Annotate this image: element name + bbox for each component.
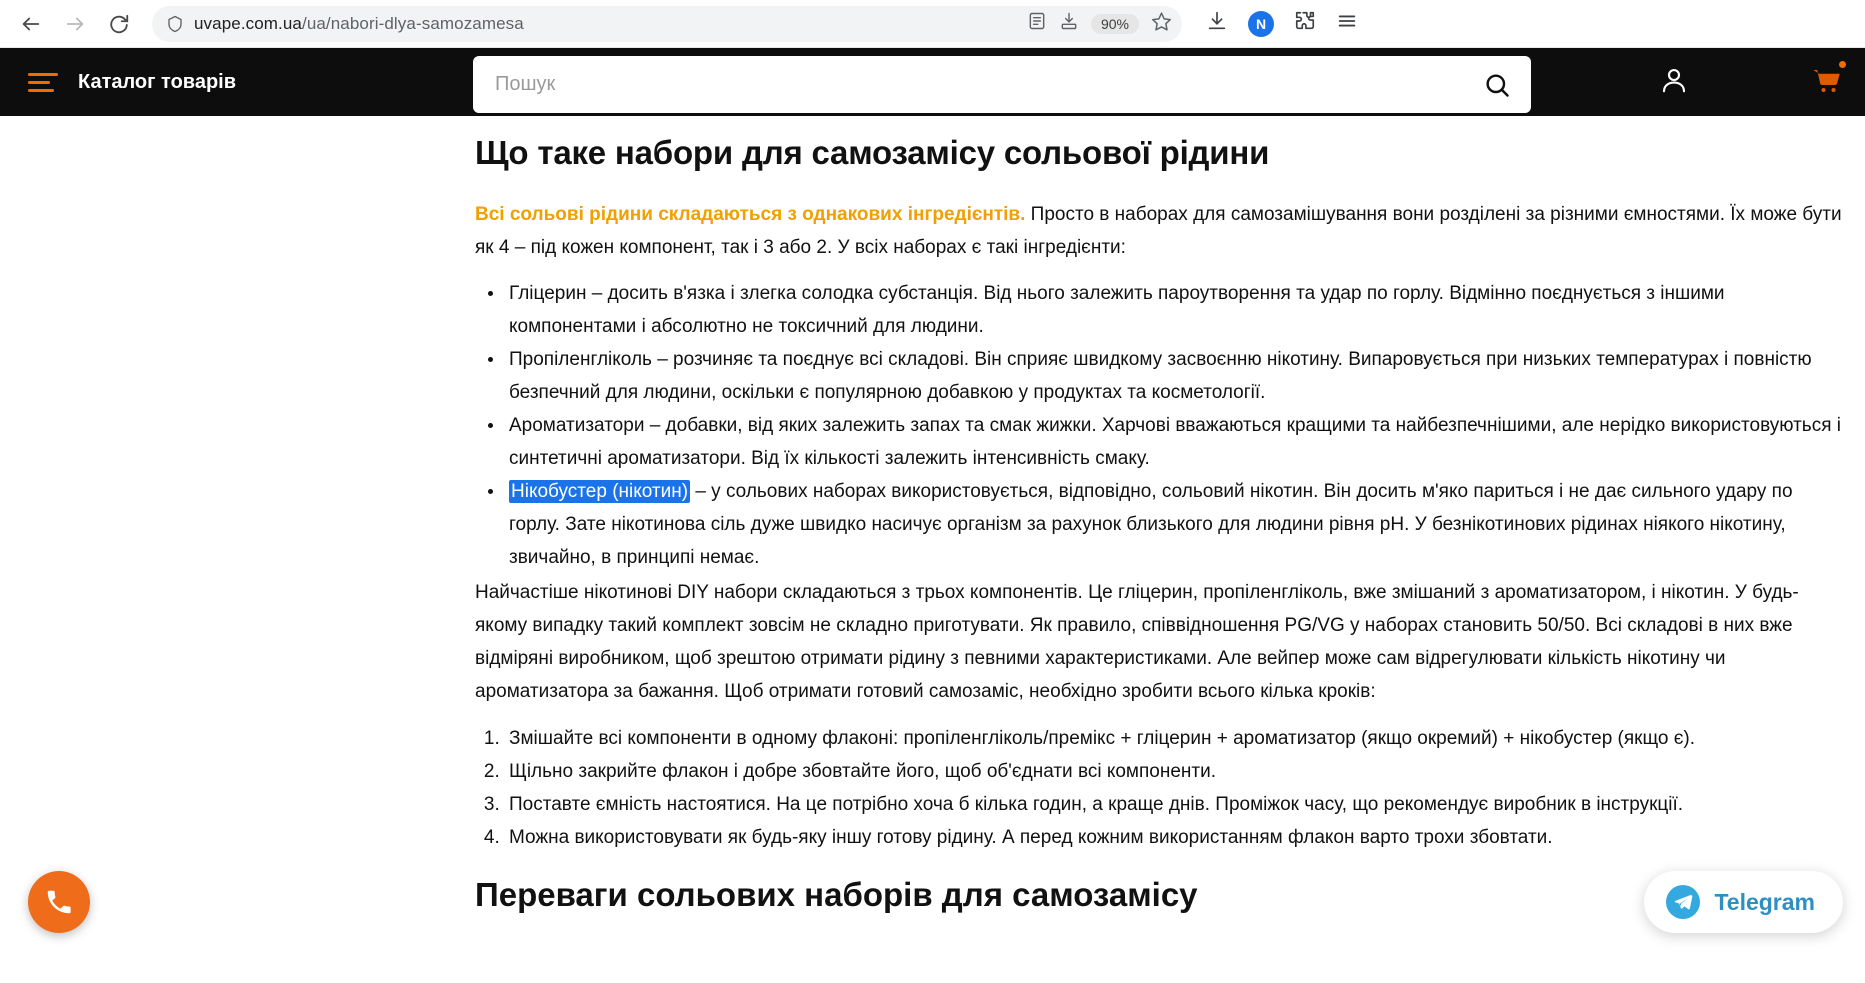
reload-button[interactable] [102, 7, 136, 41]
list-item-nicotine-rest: – у сольових наборах використовується, відповідно, сольовий нікотин. Він досить м'яко париться і не дає сильного удару по горлу. Зате нікотинова сіль дуже швидко насичує організм за рахунок близького для людини рівня pH. У безнікотинових рідинах ніякого нікотину, звичайно, в принципі немає. [509, 481, 1793, 568]
burger-line [28, 81, 50, 84]
phone-icon [44, 887, 74, 917]
list-item: 3. Поставте ємність настоятися. На це потрібно хоча б кілька годин, а краще днів. Проміжок часу, що рекомендує виробник в інструкції. [505, 788, 1845, 821]
telegram-label: Telegram [1714, 888, 1815, 915]
list-item: • Гліцерин – досить в'язка і злегка солодка субстанція. Від нього залежить пароутворення та удар по горлу. Відмінно поєднується з іншими компонентами і абсолютно не токсичний для людини. [505, 277, 1845, 343]
search-box[interactable] [473, 56, 1531, 113]
list-item: 2. Щільно закрийте флакон і добре збовтайте його, щоб об'єднати всі компоненти. [505, 755, 1845, 788]
header-actions [1659, 65, 1843, 100]
burger-line [28, 89, 54, 92]
article-content [475, 116, 1845, 914]
reload-icon [108, 13, 130, 35]
back-arrow-icon [20, 13, 42, 35]
search-icon[interactable] [1483, 71, 1511, 99]
text-selection-highlight: Нікобустер (нікотин) [511, 481, 689, 502]
browser-menu-icon[interactable] [1336, 10, 1358, 37]
page-body [0, 116, 1865, 983]
list-item: • Пропіленгліколь – розчиняє та поєднує всі складові. Він сприяє швидкому засвоєнню нікотину. Випаровується при низьких температурах і повністю безпечний для людини, оскільки є популярною добавкою у продуктах та косметології. [505, 343, 1845, 409]
lead-highlight: Всі сольові рідини складаються з однакових інгредієнтів. [475, 204, 1026, 225]
section-subtitle: Переваги сольових наборів для самозамісу [475, 876, 1198, 913]
profile-avatar[interactable]: N [1248, 11, 1274, 37]
body-paragraph: Найчастіше нікотинові DIY набори складаються з трьох компонентів. Це гліцерин, пропіленгліколь, вже змішаний з ароматизатором, і нікотин. У будь-якому випадку такий комплект зовсім не складно приготувати. Як правило, співвідношення PG/VG у наборах становить 50/50. Всі складові в них вже відміряні виробником, щоб зрештою отримати рідину з певними характеристиками. Але вейпер може сам відрегулювати кількість нікотину чи ароматизатора за бажання. Щоб отримати готовий самозаміс, необхідно зробити всього кілька кроків: [475, 582, 1799, 702]
steps-list [475, 722, 1845, 854]
shopping-cart-icon[interactable] [1809, 65, 1843, 100]
browser-right-actions [1200, 10, 1358, 37]
list-item: 4. Можна використовувати як будь-яку іншу готову рідину. А перед кожним використанням флакон варто трохи збовтати. [505, 821, 1845, 854]
url-text [194, 14, 1027, 34]
telegram-widget-button[interactable] [1644, 871, 1843, 933]
lead-rest: Просто в наборах для самозамішування вони розділені за різними ємностями. Їх може бути як 4 – під кожен компонент, так і 3 або 2. У всіх наборах є такі інгредієнти: [475, 204, 1842, 258]
url-host: uvape.com.ua [194, 13, 302, 33]
star-icon[interactable] [1151, 11, 1172, 37]
search-input[interactable] [493, 72, 1483, 97]
forward-button[interactable] [58, 7, 92, 41]
catalog-label[interactable]: Каталог товарів [78, 70, 237, 93]
catalog-menu-button[interactable] [28, 73, 58, 92]
ingredients-list [475, 277, 1845, 574]
cart-badge-dot [1839, 61, 1846, 68]
install-app-icon[interactable] [1059, 11, 1079, 36]
burger-line [28, 73, 58, 76]
forward-arrow-icon [64, 13, 86, 35]
telegram-icon [1666, 885, 1700, 919]
url-path: /ua/nabori-dlya-samozamesa [302, 13, 524, 33]
lead-paragraph [475, 198, 1845, 264]
extensions-icon[interactable] [1294, 10, 1316, 37]
phone-callback-button[interactable] [28, 871, 90, 933]
downloads-icon[interactable] [1206, 10, 1228, 37]
back-button[interactable] [14, 7, 48, 41]
page-title: Що таке набори для самозамісу сольової рідини [475, 134, 1270, 171]
browser-toolbar [0, 0, 1865, 48]
site-header [0, 48, 1865, 116]
zoom-level-badge[interactable]: 90% [1091, 14, 1139, 34]
address-bar[interactable] [152, 6, 1182, 42]
list-item: 1. Змішайте всі компоненти в одному флаконі: пропіленгліколь/премікс + гліцерин + ароматизатор (якщо окремий) + нікобустер (якщо є). [505, 722, 1845, 755]
list-item: • Ароматизатори – добавки, від яких залежить запах та смак жижки. Харчові вважаються кращими та найбезпечнішими, але нерідко використовуються і синтетичні ароматизатори. Від їх кількості залежить інтенсивність смаку. [505, 409, 1845, 475]
list-item-nicotine [505, 475, 1845, 574]
site-info-icon[interactable] [166, 15, 184, 33]
reader-mode-icon[interactable] [1027, 11, 1047, 36]
user-account-icon[interactable] [1659, 65, 1689, 100]
